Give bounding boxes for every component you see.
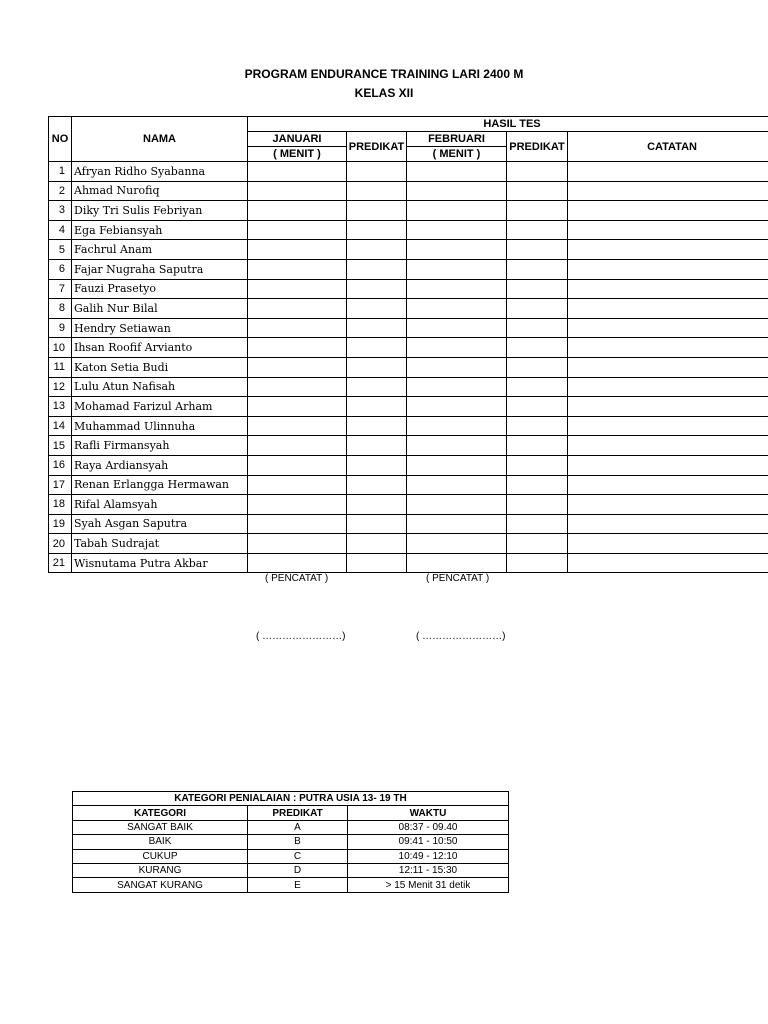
row-catatan-cell xyxy=(568,416,768,436)
row-no: 8 xyxy=(49,299,72,319)
row-predikat-2-cell xyxy=(507,279,568,299)
pencatat-label-2: ( PENCATAT ) xyxy=(426,573,490,584)
row-catatan-cell xyxy=(568,475,768,495)
row-januari-cell xyxy=(248,240,347,260)
kategori-header-predikat: PREDIKAT xyxy=(248,806,348,820)
row-name: Ahmad Nurofiq xyxy=(72,181,248,201)
row-no: 18 xyxy=(49,495,72,515)
row-januari-cell xyxy=(248,553,347,573)
kategori-title: KATEGORI PENIALAIAN : PUTRA USIA 13- 19 TH xyxy=(73,792,509,806)
row-predikat-2-cell xyxy=(507,181,568,201)
row-januari-cell xyxy=(248,279,347,299)
row-name: Mohamad Farizul Arham xyxy=(72,397,248,417)
row-catatan-cell xyxy=(568,240,768,260)
row-januari-cell xyxy=(248,397,347,417)
row-predikat-2-cell xyxy=(507,495,568,515)
waktu-cell: 09:41 - 10:50 xyxy=(348,835,509,849)
row-predikat-1-cell xyxy=(347,377,407,397)
kategori-row xyxy=(73,849,509,863)
row-predikat-1-cell xyxy=(347,416,407,436)
row-name: Fachrul Anam xyxy=(72,240,248,260)
row-predikat-1-cell xyxy=(347,220,407,240)
kategori-table xyxy=(72,791,509,893)
row-name: Ihsan Roofif Arvianto xyxy=(72,338,248,358)
row-name: Galih Nur Bilal xyxy=(72,299,248,319)
row-no: 17 xyxy=(49,475,72,495)
table-row xyxy=(49,357,768,377)
header-catatan: CATATAN xyxy=(568,132,768,162)
table-row xyxy=(49,259,768,279)
row-predikat-1-cell xyxy=(347,553,407,573)
row-no: 7 xyxy=(49,279,72,299)
row-catatan-cell xyxy=(568,397,768,417)
row-februari-cell xyxy=(407,240,507,260)
row-catatan-cell xyxy=(568,436,768,456)
row-catatan-cell xyxy=(568,553,768,573)
waktu-cell: > 15 Menit 31 detik xyxy=(348,878,509,892)
table-row xyxy=(49,416,768,436)
table-row xyxy=(49,338,768,358)
row-februari-cell xyxy=(407,534,507,554)
header-hasil-tes: HASIL TES xyxy=(248,117,768,132)
row-predikat-2-cell xyxy=(507,299,568,319)
kategori-cell: SANGAT KURANG xyxy=(73,878,248,892)
row-name: Diky Tri Sulis Febriyan xyxy=(72,201,248,221)
row-no: 11 xyxy=(49,357,72,377)
table-row xyxy=(49,397,768,417)
row-predikat-1-cell xyxy=(347,357,407,377)
row-februari-cell xyxy=(407,318,507,338)
row-predikat-2-cell xyxy=(507,416,568,436)
table-row xyxy=(49,299,768,319)
row-januari-cell xyxy=(248,495,347,515)
kategori-header-kategori: KATEGORI xyxy=(73,806,248,820)
row-name: Afryan Ridho Syabanna xyxy=(72,162,248,182)
page-title: PROGRAM ENDURANCE TRAINING LARI 2400 M xyxy=(244,67,524,81)
row-name: Tabah Sudrajat xyxy=(72,534,248,554)
signature-line-1: ( ……………………) xyxy=(256,631,346,642)
row-name: Katon Setia Budi xyxy=(72,357,248,377)
row-februari-cell xyxy=(407,279,507,299)
header-nama: NAMA xyxy=(72,117,248,162)
row-catatan-cell xyxy=(568,318,768,338)
row-predikat-1-cell xyxy=(347,514,407,534)
row-name: Rifal Alamsyah xyxy=(72,495,248,515)
kategori-row xyxy=(73,835,509,849)
row-januari-cell xyxy=(248,377,347,397)
row-predikat-1-cell xyxy=(347,475,407,495)
row-predikat-1-cell xyxy=(347,181,407,201)
kategori-row xyxy=(73,878,509,892)
row-no: 14 xyxy=(49,416,72,436)
header-menit-2: ( MENIT ) xyxy=(407,147,507,162)
row-predikat-2-cell xyxy=(507,436,568,456)
header-no: NO xyxy=(49,117,72,162)
row-catatan-cell xyxy=(568,201,768,221)
row-no: 2 xyxy=(49,181,72,201)
row-no: 15 xyxy=(49,436,72,456)
row-februari-cell xyxy=(407,553,507,573)
waktu-cell: 10:49 - 12:10 xyxy=(348,849,509,863)
row-predikat-2-cell xyxy=(507,475,568,495)
row-predikat-2-cell xyxy=(507,220,568,240)
row-predikat-1-cell xyxy=(347,279,407,299)
row-januari-cell xyxy=(248,416,347,436)
row-februari-cell xyxy=(407,181,507,201)
row-no: 20 xyxy=(49,534,72,554)
row-predikat-1-cell xyxy=(347,259,407,279)
table-row xyxy=(49,240,768,260)
row-januari-cell xyxy=(248,201,347,221)
row-catatan-cell xyxy=(568,377,768,397)
row-catatan-cell xyxy=(568,162,768,182)
row-januari-cell xyxy=(248,220,347,240)
row-catatan-cell xyxy=(568,495,768,515)
header-februari: FEBRUARI xyxy=(407,132,507,147)
row-februari-cell xyxy=(407,455,507,475)
row-no: 3 xyxy=(49,201,72,221)
row-januari-cell xyxy=(248,299,347,319)
predikat-cell: B xyxy=(248,835,348,849)
row-catatan-cell xyxy=(568,338,768,358)
row-februari-cell xyxy=(407,397,507,417)
row-predikat-1-cell xyxy=(347,201,407,221)
row-predikat-1-cell xyxy=(347,436,407,456)
row-name: Fauzi Prasetyo xyxy=(72,279,248,299)
row-januari-cell xyxy=(248,436,347,456)
row-name: Syah Asgan Saputra xyxy=(72,514,248,534)
row-name: Fajar Nugraha Saputra xyxy=(72,259,248,279)
row-predikat-1-cell xyxy=(347,162,407,182)
table-row xyxy=(49,201,768,221)
row-februari-cell xyxy=(407,377,507,397)
row-predikat-1-cell xyxy=(347,534,407,554)
row-name: Wisnutama Putra Akbar xyxy=(72,553,248,573)
row-februari-cell xyxy=(407,357,507,377)
table-row xyxy=(49,436,768,456)
kategori-cell: SANGAT BAIK xyxy=(73,820,248,834)
predikat-cell: C xyxy=(248,849,348,863)
row-februari-cell xyxy=(407,162,507,182)
waktu-cell: 08:37 - 09.40 xyxy=(348,820,509,834)
row-februari-cell xyxy=(407,514,507,534)
row-predikat-2-cell xyxy=(507,338,568,358)
row-catatan-cell xyxy=(568,299,768,319)
row-februari-cell xyxy=(407,259,507,279)
row-februari-cell xyxy=(407,436,507,456)
row-predikat-2-cell xyxy=(507,318,568,338)
row-februari-cell xyxy=(407,495,507,515)
table-row xyxy=(49,495,768,515)
row-predikat-1-cell xyxy=(347,318,407,338)
row-predikat-2-cell xyxy=(507,397,568,417)
table-row xyxy=(49,162,768,182)
row-name: Rafli Firmansyah xyxy=(72,436,248,456)
roster-table xyxy=(48,116,768,573)
row-februari-cell xyxy=(407,416,507,436)
row-januari-cell xyxy=(248,357,347,377)
row-predikat-1-cell xyxy=(347,455,407,475)
row-no: 4 xyxy=(49,220,72,240)
predikat-cell: A xyxy=(248,820,348,834)
row-februari-cell xyxy=(407,475,507,495)
row-name: Muhammad Ulinnuha xyxy=(72,416,248,436)
row-predikat-2-cell xyxy=(507,455,568,475)
row-januari-cell xyxy=(248,534,347,554)
row-name: Raya Ardiansyah xyxy=(72,455,248,475)
row-no: 9 xyxy=(49,318,72,338)
row-predikat-2-cell xyxy=(507,377,568,397)
row-februari-cell xyxy=(407,220,507,240)
row-januari-cell xyxy=(248,475,347,495)
table-row xyxy=(49,318,768,338)
kategori-row xyxy=(73,863,509,877)
kategori-header-waktu: WAKTU xyxy=(348,806,509,820)
row-predikat-2-cell xyxy=(507,162,568,182)
row-januari-cell xyxy=(248,455,347,475)
row-februari-cell xyxy=(407,338,507,358)
table-row xyxy=(49,534,768,554)
table-row xyxy=(49,455,768,475)
pencatat-label-1: ( PENCATAT ) xyxy=(265,573,329,584)
signature-line-2: ( ……………………) xyxy=(416,631,506,642)
row-februari-cell xyxy=(407,299,507,319)
waktu-cell: 12:11 - 15:30 xyxy=(348,863,509,877)
row-predikat-2-cell xyxy=(507,534,568,554)
kategori-cell: CUKUP xyxy=(73,849,248,863)
row-predikat-1-cell xyxy=(347,299,407,319)
table-row xyxy=(49,220,768,240)
header-menit-1: ( MENIT ) xyxy=(248,147,347,162)
row-no: 1 xyxy=(49,162,72,182)
kategori-cell: KURANG xyxy=(73,863,248,877)
row-catatan-cell xyxy=(568,534,768,554)
row-catatan-cell xyxy=(568,220,768,240)
table-row xyxy=(49,553,768,573)
page-subtitle: KELAS XII xyxy=(354,86,414,100)
row-januari-cell xyxy=(248,338,347,358)
row-januari-cell xyxy=(248,162,347,182)
row-januari-cell xyxy=(248,318,347,338)
row-januari-cell xyxy=(248,181,347,201)
row-no: 5 xyxy=(49,240,72,260)
row-predikat-2-cell xyxy=(507,201,568,221)
row-januari-cell xyxy=(248,514,347,534)
row-no: 13 xyxy=(49,397,72,417)
predikat-cell: D xyxy=(248,863,348,877)
row-catatan-cell xyxy=(568,259,768,279)
row-name: Hendry Setiawan xyxy=(72,318,248,338)
table-row xyxy=(49,181,768,201)
header-predikat-2: PREDIKAT xyxy=(507,132,568,162)
row-februari-cell xyxy=(407,201,507,221)
row-no: 21 xyxy=(49,553,72,573)
row-predikat-2-cell xyxy=(507,259,568,279)
row-name: Ega Febiansyah xyxy=(72,220,248,240)
row-predikat-1-cell xyxy=(347,338,407,358)
row-catatan-cell xyxy=(568,181,768,201)
row-no: 10 xyxy=(49,338,72,358)
row-no: 6 xyxy=(49,259,72,279)
row-no: 16 xyxy=(49,455,72,475)
predikat-cell: E xyxy=(248,878,348,892)
row-predikat-2-cell xyxy=(507,553,568,573)
row-predikat-1-cell xyxy=(347,495,407,515)
row-predikat-2-cell xyxy=(507,514,568,534)
header-predikat-1: PREDIKAT xyxy=(347,132,407,162)
row-predikat-2-cell xyxy=(507,240,568,260)
table-row xyxy=(49,279,768,299)
header-januari: JANUARI xyxy=(248,132,347,147)
row-no: 12 xyxy=(49,377,72,397)
row-catatan-cell xyxy=(568,279,768,299)
row-catatan-cell xyxy=(568,455,768,475)
row-januari-cell xyxy=(248,259,347,279)
row-predikat-2-cell xyxy=(507,357,568,377)
row-no: 19 xyxy=(49,514,72,534)
row-name: Renan Erlangga Hermawan xyxy=(72,475,248,495)
table-row xyxy=(49,377,768,397)
kategori-row xyxy=(73,820,509,834)
row-predikat-1-cell xyxy=(347,240,407,260)
table-row xyxy=(49,475,768,495)
table-row xyxy=(49,514,768,534)
row-catatan-cell xyxy=(568,357,768,377)
row-predikat-1-cell xyxy=(347,397,407,417)
row-catatan-cell xyxy=(568,514,768,534)
kategori-cell: BAIK xyxy=(73,835,248,849)
row-name: Lulu Atun Nafisah xyxy=(72,377,248,397)
